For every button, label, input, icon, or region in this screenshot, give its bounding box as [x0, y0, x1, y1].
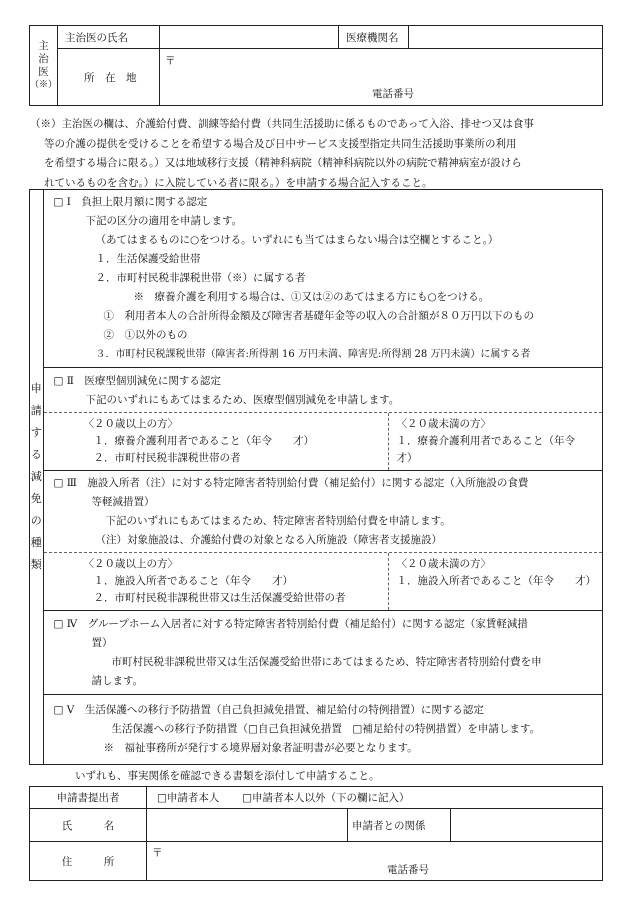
section-4: □ Ⅳ グループホーム入居者に対する特定障害者特別給付費（補足給付）に関する認定（家賃軽減措 置） 市町村民税非課税世帯又は生活保護受給世帯にあてはまるため、特定障害者特別給付費を申 請します。 — [43, 611, 603, 695]
section-2-title[interactable]: □ Ⅱ 医療型個別減免に関する認定 — [53, 374, 221, 387]
physician-address-field[interactable] — [160, 49, 603, 106]
section-3: □ Ⅲ 施設入所者（注）に対する特定障害者特別給付費（補足給付）に関する認定（入所施設の食費 等軽減措置） 下記のいずれにもあてはまるため、特定障害者特別給付費を申請します。 （注）対象施設は、介護給付費の対象となる入所施設（障害者支援施設） 〈２０歳以上の方〉 １．施設入所者であること（年令 才） ２．市町村民税非課税世帯又は生活保護受給世帯の者 〈２０歳未満の方〉 １．施設入所者であること（年令 才） — [43, 471, 603, 611]
applicant-name-field[interactable] — [147, 809, 348, 842]
relation-label: 申請者との関係 — [348, 809, 451, 842]
applicant-address-label: 住 所 — [30, 842, 147, 881]
section-1-title[interactable]: □ Ⅰ 負担上限月額に関する認定 — [53, 196, 208, 208]
applicant-phone-label: 電話番号 — [387, 864, 429, 876]
applicant-postal-mark: 〒 — [152, 847, 163, 859]
relation-field[interactable] — [451, 809, 603, 842]
section-2: □ Ⅱ 医療型個別減免に関する認定 下記のいずれにもあてはまるため、医療型個別減免を申請します。 〈２０歳以上の方〉 １．療養介護利用者であること（年令 才） ２．市町村民税非課税世帯の者 〈２０歳未満の方〉 １．療養介護利用者であること（年令 才） — [43, 368, 603, 471]
section-5: □ Ⅴ 生活保護への移行予防措置（自己負担減免措置、補足給付の特例措置）に関する認定 生活保護への移行予防措置（□自己負担減免措置 □補足給付の特例措置）を申請します。 ※ 福祉事務所が発行する境界層対象者証明書が必要となります。 — [43, 695, 603, 765]
physician-name-label: 主治医の氏名 — [58, 26, 160, 49]
physician-note: （※）主治医の欄は、介護給付費、訓練等給付費（共同生活援助に係るものであって入浴、排せつ又は食事 等の介護の提供を受けることを希望する場合及び日中サービス支援型指定共同生活援助事業所の利用 を希望する場合に限る。）又は地域移行支援（精神科病院（精神科病院以外の病院で精神病室が設けら れているものを含む。）に入院している者に限る。）を申請する場合記入すること。 — [30, 118, 534, 189]
section-4-title[interactable]: □ Ⅳ グループホーム入居者に対する特定障害者特別給付費（補足給付）に関する認定（家賃軽減措 — [53, 617, 528, 630]
physician-address-label: 所 在 地 — [58, 49, 160, 106]
submitter-options — [147, 787, 603, 809]
physician-name-field[interactable] — [160, 26, 339, 49]
section-1: □ Ⅰ 負担上限月額に関する認定 下記の区分の適用を申請します。 （あてはまるものに○をつける。いずれにも当てはまらない場合は空欄とすること。） １．生活保護受給世帯 ２．市町村民税非課税世帯（※）に属する者 ※ 療養介護を利用する場合は、①又は②のあてはまる方にも○をつける。 ① 利用者本人の合計所得金額及び障害者基礎年金等の収入の合計額が８０万円以下のもの ② ①以外のもの ３．市町村民税課税世帯（障害者:所得割 16 万円未満、障害児:所得割 28 万円未満）に属する者 — [43, 190, 603, 368]
applicant-name-label: 氏 名 — [30, 809, 147, 842]
reduction-vertical-label: 申 請 す る 減 免 の 種 類 — [30, 190, 44, 765]
opt-self-checkbox[interactable]: □申請者本人 — [157, 792, 220, 804]
submitter-label: 申請書提出者 — [30, 787, 147, 809]
postal-mark: 〒 — [165, 55, 176, 67]
physician-vertical-label: 主 治 医 （※） — [30, 26, 58, 106]
section-3-title[interactable]: □ Ⅲ 施設入所者（注）に対する特定障害者特別給付費（補足給付）に関する認定（入所施設の食費 — [53, 477, 529, 489]
institution-label: 医療機関名 — [339, 26, 409, 49]
section-5-title[interactable]: □ Ⅴ 生活保護への移行予防措置（自己負担減免措置、補足給付の特例措置）に関する認定 — [53, 704, 484, 716]
reduction-table — [29, 189, 603, 765]
applicant-address-field[interactable] — [147, 842, 603, 881]
attachment-note: いずれも、事実関係を確認できる書類を添付して申請すること。 — [75, 770, 380, 782]
physician-phone-label: 電話番号 — [372, 88, 415, 100]
applicant-table — [29, 786, 603, 881]
physician-table — [29, 25, 603, 106]
opt-other-checkbox[interactable]: □申請者本人以外（下の欄に記入） — [242, 792, 410, 804]
institution-field[interactable] — [409, 26, 603, 49]
